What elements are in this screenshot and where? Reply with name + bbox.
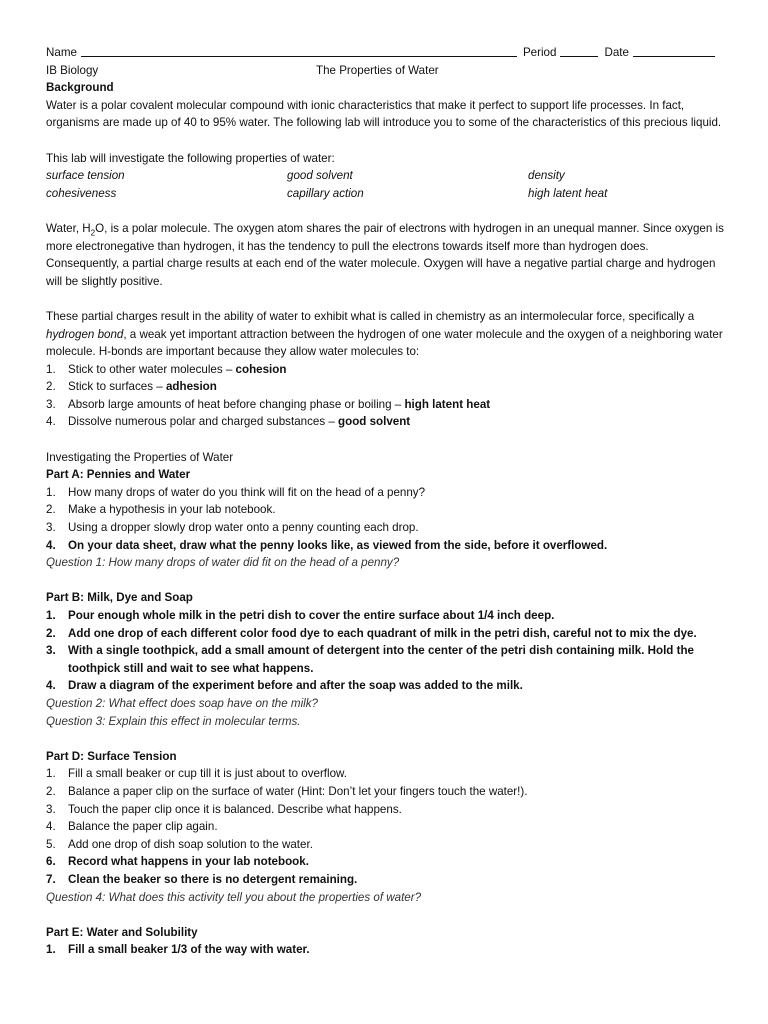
list-item: 4. Balance the paper clip again.	[46, 820, 218, 834]
list-item: 5. Add one drop of dish soap solution to the water.	[46, 837, 313, 851]
property-item: good solvent	[287, 169, 353, 183]
list-item: 3. Absorb large amounts of heat before changing phase or boiling – high latent heat	[46, 397, 491, 411]
hbond-list	[46, 361, 724, 431]
hydrogen-bond-term: hydrogen bond	[46, 327, 124, 341]
part-b-heading: Part B: Milk, Dye and Soap	[46, 591, 193, 605]
course-name: IB Biology	[46, 63, 99, 77]
property-item: cohesiveness	[46, 186, 117, 200]
part-a-steps	[46, 484, 724, 554]
background-heading: Background	[46, 81, 114, 95]
title-row	[46, 62, 724, 80]
page-title: The Properties of Water	[316, 63, 439, 77]
list-item: 1. Fill a small beaker or cup till it is just about to overflow.	[46, 767, 348, 781]
period-label: Period	[522, 46, 557, 59]
list-item: 1. Stick to other water molecules – cohesion	[46, 362, 287, 376]
list-item: 7. Clean the beaker so there is no detergent remaining.	[46, 872, 358, 886]
list-item: 4. Draw a diagram of the experiment before and after the soap was added to the milk.	[46, 679, 523, 693]
list-item: 6. Record what happens in your lab notebook.	[46, 855, 309, 869]
hydrogen-bond-paragraph: These partial charges result in the ability of water to exhibit what is called in chemistry as an intermolecular force, specifically a hydrogen bond, a weak yet important attraction between the hydrogen of one water molecule and the oxygen of a neighboring water molecule. H-bonds are important because they allow water molecules to:	[46, 309, 723, 359]
part-d-heading: Part D: Surface Tension	[46, 749, 177, 763]
part-a-heading: Part A: Pennies and Water	[46, 468, 191, 482]
question-4: Question 4: What does this activity tell you about the properties of water?	[46, 890, 422, 904]
name-blank[interactable]	[81, 44, 517, 57]
property-item: surface tension	[46, 169, 125, 183]
part-e-steps	[46, 941, 724, 959]
list-item: 4. On your data sheet, draw what the penny looks like, as viewed from the side, before it overflowed.	[46, 538, 608, 552]
list-item: 3. Touch the paper clip once it is balanced. Describe what happens.	[46, 802, 402, 816]
list-item: 3. With a single toothpick, add a small amount of detergent into the center of the petri dish containing milk. Hold the toothpick still and wait to see what happens.	[46, 644, 695, 675]
question-1: Question 1: How many drops of water did fit on the head of a penny?	[46, 556, 400, 570]
list-item: 2. Balance a paper clip on the surface of water (Hint: Don’t let your fingers touch the water!).	[46, 784, 528, 798]
part-b-steps	[46, 607, 724, 695]
properties-intro: This lab will investigate the following properties of water:	[46, 151, 335, 165]
question-3: Question 3: Explain this effect in molecular terms.	[46, 714, 301, 728]
list-item: 1. How many drops of water do you think will fit on the head of a penny?	[46, 485, 426, 499]
list-item: 2. Make a hypothesis in your lab notebook.	[46, 503, 276, 517]
part-d-steps	[46, 765, 724, 888]
list-item: 2. Stick to surfaces – adhesion	[46, 380, 217, 394]
name-period-date-line	[46, 44, 724, 62]
list-item: 4. Dissolve numerous polar and charged substances – good solvent	[46, 415, 411, 429]
polarity-paragraph: Water, $H_2O$, is a polar molecule. The oxygen atom shares the pair of electrons with hydrogen in an unequal manner. Since oxygen is more electronegative than hydrogen, it has the tendency to pull the electrons towards itself more than hydrogen does. Consequently, a partial charge results at each end of the water molecule. Oxygen will have a negative partial charge and hydrogen will be slightly positive.	[46, 221, 724, 288]
list-item: 1. Pour enough whole milk in the petri dish to cover the entire surface about 1/4 inch deep.	[46, 609, 555, 622]
date-label: Date	[604, 46, 629, 59]
part-e-heading: Part E: Water and Solubility	[46, 925, 198, 939]
property-item: capillary action	[287, 186, 364, 200]
date-blank[interactable]	[633, 44, 715, 57]
list-item: 2. Add one drop of each different color food dye to each quadrant of milk in the petri dish, careful not to mix the dye.	[46, 626, 697, 640]
question-2: Question 2: What effect does soap have on the milk?	[46, 696, 318, 710]
period-blank[interactable]	[560, 44, 598, 57]
properties-grid	[46, 167, 724, 202]
investigating-heading: Investigating the Properties of Water	[46, 450, 234, 464]
property-item: density	[528, 169, 565, 183]
list-item: 3. Using a dropper slowly drop water onto a penny counting each drop.	[46, 521, 419, 535]
property-item: high latent heat	[528, 186, 608, 200]
list-item: 1. Fill a small beaker 1/3 of the way with water.	[46, 943, 310, 957]
name-label: Name	[46, 46, 77, 59]
background-paragraph: Water is a polar covalent molecular compound with ionic characteristics that make it perfect to support life processes. In fact, organisms are made up of 40 to 95% water. The following lab will introduce you to some of the characteristics of this precious liquid.	[46, 98, 722, 130]
